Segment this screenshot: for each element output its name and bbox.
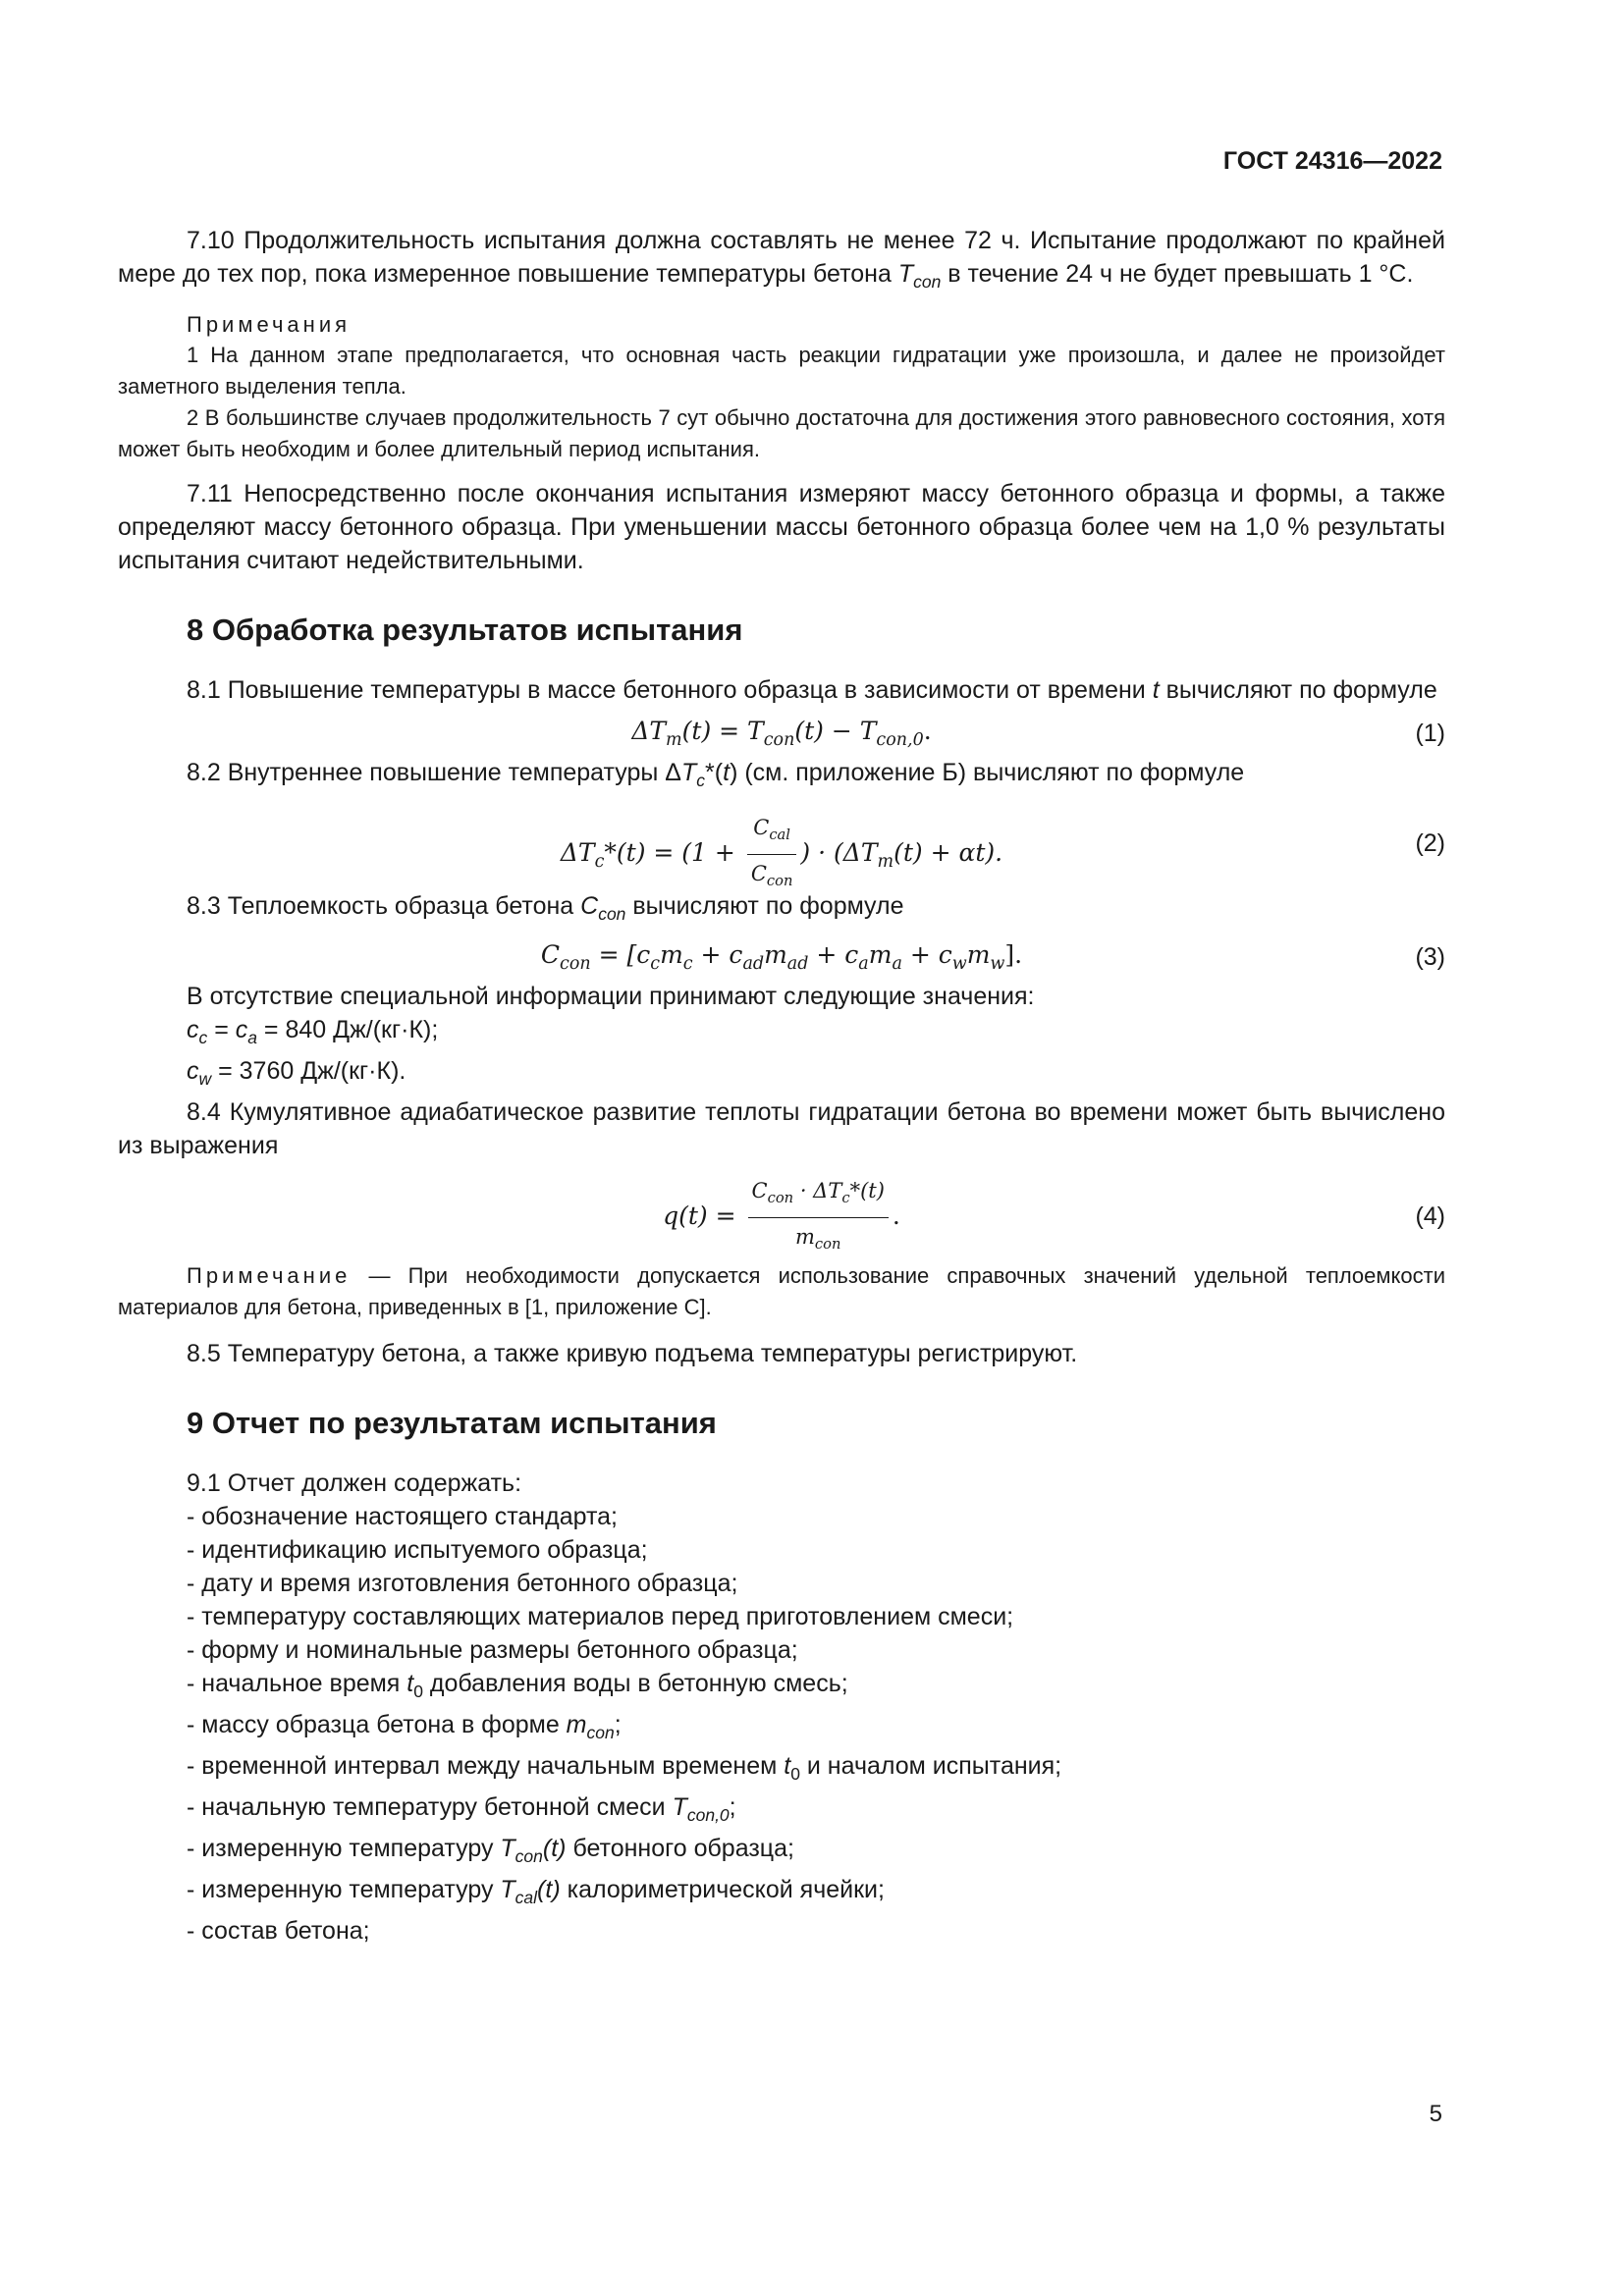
paragraph-8-2: 8.2 Внутреннее повышение температуры $\Delta T_c*(t)$ (см. приложение Б) вычисляют по формуле: [187, 759, 1245, 790]
paragraph-8-4: 8.4 Кумулятивное адиабатическое развитие теплоты гидратации бетона во времени может быть вычислено из выражения: [118, 1098, 1445, 1159]
default-cw: $c_w = 3760$ Дж/(кг·К).: [187, 1057, 406, 1089]
formula-3: $C_{con} = [c_cm_c + c_{ad}m_{ad} + c_am_a + c_wm_w]$. (3): [540, 940, 1445, 974]
section-8-title: 8 Обработка результатов испытания: [187, 613, 743, 647]
defaults-intro: В отсутствие специальной информации принимают следующие значения:: [187, 983, 1035, 1010]
formula-2: $\Delta T_c*(t) = (1$ + $\frac{C_{cal}}{C_{con}}$ ) · $(\Delta T_m(t) + \alpha t)$. (2): [118, 797, 1445, 889]
formula-2-number: (2): [1415, 829, 1445, 857]
list-item: - измеренную температуру $T_{cal}(t)$ калориметрической ячейки;: [187, 1876, 885, 1907]
formula-1-number: (1): [1415, 720, 1445, 747]
note-2: 2 В большинстве случаев продолжительность 7 сут обычно достаточна для достижения этого равновесного состояния, хотя может быть необходим и более длительный период испытания.: [118, 405, 1445, 461]
list-item: - начальное время $t_0$ добавления воды в бетонную смесь;: [187, 1670, 848, 1701]
doc-content: [118, 224, 1445, 1948]
list-item: - состав бетона;: [187, 1917, 370, 1945]
doc-header: ГОСТ 24316—2022: [1222, 147, 1442, 175]
formula-4: q(t) = $\frac{C_{con} \cdot \Delta T_c*(t)}{m_{con}}$ . (4): [118, 1162, 1445, 1260]
default-cc-ca: $c_c = c_a = 840$ Дж/(кг·К);: [187, 1016, 439, 1047]
report-list: [118, 1467, 1445, 1948]
list-item: - начальную температуру бетонной смеси $T_{con,0}$;: [187, 1793, 736, 1825]
list-item: - измеренную температуру $T_{con}(t)$ бетонного образца;: [187, 1835, 794, 1866]
note-1: 1 На данном этапе предполагается, что основная часть реакции гидратации уже произошла, и далее не произойдет заметного выделения тепла.: [118, 343, 1445, 399]
list-item: - температуру составляющих материалов перед приготовлением смеси;: [187, 1603, 1014, 1630]
paragraph-8-5: 8.5 Температуру бетона, а также кривую подъема температуры регистрируют.: [187, 1340, 1078, 1367]
formula-1: $\Delta T_m(t) = T_{con}(t) - T_{con,0}$. (1): [631, 717, 1445, 750]
list-item: - идентификацию испытуемого образца;: [187, 1536, 648, 1564]
paragraph-7-11: 7.11 Непосредственно после окончания испытания измеряют массу бетонного образца и формы, а также определяют массу бетонного образца. При уменьшении массы бетонного образца более чем на 1,0 % результаты испытания считают недействительными.: [118, 480, 1445, 574]
note-8: Примечание — При необходимости допускается использование справочных значений удельной теплоемкости материалов для бетона, приведенных в [1, приложение С].: [118, 1263, 1445, 1319]
formula-4-number: (4): [1415, 1202, 1445, 1230]
notes-heading: Примечания: [187, 312, 352, 337]
list-item: - форму и номинальные размеры бетонного образца;: [187, 1636, 798, 1664]
paragraph-8-3: 8.3 Теплоемкость образца бетона $C_{con}$ вычисляют по формуле: [187, 892, 904, 924]
section-9-title: 9 Отчет по результатам испытания: [187, 1406, 717, 1440]
list-item: - массу образца бетона в форме $m_{con}$;: [187, 1711, 622, 1742]
paragraph-8-1: 8.1 Повышение температуры в массе бетонного образца в зависимости от времени t вычисляют по формуле: [187, 676, 1437, 704]
list-item: - обозначение настоящего стандарта;: [187, 1503, 618, 1530]
list-item: - временной интервал между начальным временем $t_0$ и началом испытания;: [187, 1752, 1062, 1784]
list-item: - дату и время изготовления бетонного образца;: [187, 1570, 738, 1597]
formula-3-number: (3): [1415, 943, 1445, 971]
paragraph-7-10: 7.10 Продолжительность испытания должна составлять не менее 72 ч. Испытание продолжают по крайней мере до тех пор, пока измеренное повышение температуры бетона $T_{con}$ в течение 24 ч не будет превышать 1 °С.: [118, 227, 1445, 292]
page-number: 5: [1429, 2101, 1442, 2127]
list-intro: 9.1 Отчет должен содержать:: [187, 1469, 522, 1497]
